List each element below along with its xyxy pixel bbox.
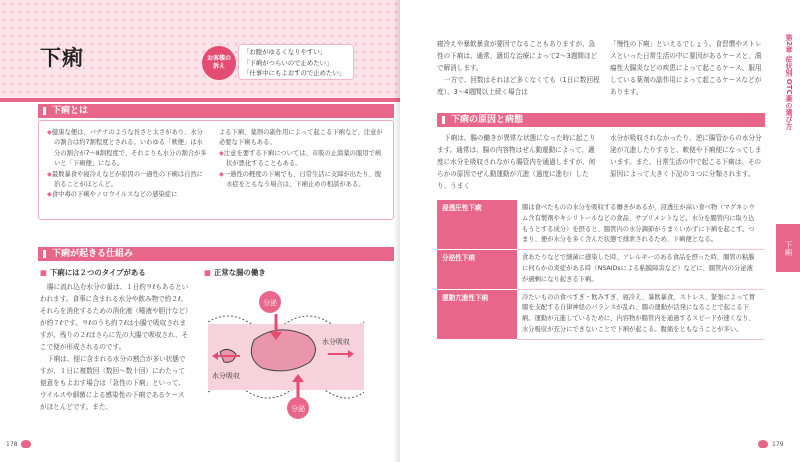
about-box [38, 120, 394, 220]
about-col1 [47, 128, 207, 201]
diarrhea-types-table [437, 200, 764, 340]
complaint-item: 「仕事中にもよおすので止めたい」 [243, 69, 346, 78]
type-label: 分泌性下痢 [437, 250, 517, 289]
absorption-label-left: 水分吸収 [212, 372, 240, 380]
badge-line2: 訴え [212, 63, 225, 70]
left-folio [6, 440, 31, 448]
bullet-item: ◆健康な便は、バナナのような長さと太さがあり、水分の割合は約7割程度とされる。いわゆる「軟便」は水分の割合が7～8割程度で、それよりも水分の割合が多いと「下痢便」になる。 [47, 129, 207, 168]
diamond-bullet-icon: ◆ [47, 170, 52, 178]
section-side-tab[interactable] [776, 224, 800, 272]
badge-line1: お客様の [206, 55, 231, 62]
body-paragraph: 一方で、回数はそれほど多くなくても（1日に数回程度）、3～4週間以上続く場合は [437, 76, 600, 96]
body-paragraph: 下痢は、腸の働きが異常な状態になった時に起こります。通常は、腸の内容物はぜん動運動によって、適度に水分を吸収されながら腸管内を通過しますが、何らかの原因でぜん動運動が亢進（過度に進む）したり、うまく [437, 134, 596, 190]
header-rule [0, 98, 400, 102]
table-row [437, 200, 764, 250]
body-paragraph: 寝冷えや暴飲暴食が要因でなることもありますが、急性の下痢は、通常、適切な治療によって2～3週間ほどで解消します。 [437, 40, 598, 72]
absorption-label-right: 水分吸収 [322, 338, 350, 346]
page-number-right: 179 [772, 440, 784, 448]
subheading-normal-intestine: ■ 正常な腸の働き [204, 268, 266, 277]
folio-icon [758, 440, 768, 448]
page-title: 下痢 [40, 46, 84, 70]
complaint-item: 「下痢がつらいので止めたい」 [243, 58, 333, 67]
secretion-label-top: 分泌 [263, 299, 277, 307]
diamond-bullet-icon: ◆ [219, 149, 224, 157]
customer-complaint-badge [202, 46, 236, 80]
type-label: 運動亢進性下痢 [437, 289, 517, 339]
body-paragraph: 腸に流れ込む水分の量は、１日約９ℓもあるといわれます。食事に含まれる水分や飲み物で約２ℓ、それらを消化するための消化液（唾液や胆汁など）が約７ℓです。９ℓのうち約７ℓは小腸で吸収されますが、残りの２ℓはさらに先の大腸で吸収され、そこで便が形成されるのです。 [40, 283, 189, 351]
type-description: 食あたりなどで細菌に感染した時、アレルギーのある食品を摂った時、腸管の粘膜に何らかの炎症がある時（NSAIDsによる粘膜障害など）などに、腸管内の分泌液が過剰になり起きる下痢。 [517, 250, 764, 289]
diamond-bullet-icon: ◆ [47, 129, 52, 136]
diamond-bullet-icon: ◆ [47, 191, 52, 199]
diamond-bullet-icon: ◆ [219, 170, 224, 178]
bullet-continuation: よる下痢、薬剤の副作用によって起こる下痢など、注意が必要な下痢もある。 [219, 129, 383, 147]
type-label: 浸透圧性下痢 [437, 200, 517, 250]
bullet-item: ◆注意を要する下痢については、市販の止瀉薬の服用で病状が悪化することもある。 [219, 149, 382, 168]
right-col1-intro [437, 38, 600, 98]
section-heading-mechanism: 下痢が起きる仕組み [38, 247, 394, 261]
body-paragraph: 下痢は、便に含まれる水分の割合が多い状態ですが、１日に複数回（数回～数十回）にわたって便意をもよおす場合は「急性の下痢」といって、ウイルスや細菌による感染性の下痢であるケースがほとんどです。また、 [40, 355, 186, 411]
pink-square-icon: ■ [40, 268, 47, 277]
intestine-diagram [198, 282, 370, 422]
page-number-left: 178 [6, 440, 18, 448]
right-folio [758, 440, 783, 448]
section-heading-about: 下痢とは [38, 104, 394, 118]
about-col2 [219, 128, 385, 190]
type-description: 腸は食べたものの水分を吸収する働きがあるが、浸透圧が高い食べ物（マグネシウム含有製剤やキシリトールなどの食品、サプリメントなど。水分を腸管内に取り込もうとする成分）を摂ると、腸管内の水分調節がうまくいかずに下痢を起こす。つまり、便が水分を多く含んだ状態で排泄されるため、下痢便となる。 [517, 200, 764, 250]
bullet-item: ◆食中毒の下痢やノロウイルスなどの感染症に [47, 191, 178, 199]
table-row [437, 289, 764, 339]
section-heading-causes: 下痢の原因と病態 [437, 113, 765, 127]
type-description: 冷たいものの食べすぎ・飲みすぎ、寝冷え、暴飲暴食、ストレス、緊張によって胃腸を支配する自律神経のバランスが乱れ、腸の運動が活発になることで起こる下痢。運動が亢進しているために、内容物が腸管内を通過するスピードが速くなり、水分吸収が充分にできないことで下痢が起こる。腹痛をともなうことが多い。 [517, 289, 764, 339]
secretion-label-bottom: 分泌 [291, 405, 305, 413]
chapter-tab-vertical: 第2章 症状別 OTC薬の選び方 [785, 34, 793, 130]
bullet-item: ◆最数暴食や寝冷えなどが原因の一過性の下痢は自然に治ることがほとんど。 [47, 170, 203, 189]
complaint-item: 「お腹がゆるくなりやすい」 [243, 48, 327, 56]
bullet-item: ◆一過性の軽度の下痢でも、日常生活に支障が出たり、脱水症をともなう場合は、下痢止めの相談がある。 [219, 170, 382, 189]
body-paragraph: 水分が吸収されなかったり、逆に腸管からの水分分泌が亢進したりすると、軟便や下痢便になってしまいます。また、日常生活の中で起こる下痢は、その原因によって大きく下記の３つに分類されます。 [610, 134, 762, 178]
intestine-contents [251, 330, 315, 371]
table-row [437, 250, 764, 289]
subheading-two-types: ■ 下痢には２つのタイプがある [40, 268, 146, 277]
mechanism-text [40, 281, 190, 413]
folio-icon [21, 440, 31, 448]
causes-col2 [610, 132, 765, 180]
causes-col1 [437, 132, 600, 192]
right-col2-intro [610, 38, 765, 98]
side-tab-label: 下痢 [784, 240, 793, 256]
body-paragraph: 「慢性の下痢」といえるでしょう。食習慣やストレスといった日常生活の中に要因があるケースと、潰瘍性大腸炎などの疾患によって起こるケース、服用している薬剤の副作用によって起こるケースなどがあります。 [610, 40, 762, 96]
complaint-bubble [238, 44, 354, 80]
pink-square-icon: ■ [204, 268, 211, 277]
